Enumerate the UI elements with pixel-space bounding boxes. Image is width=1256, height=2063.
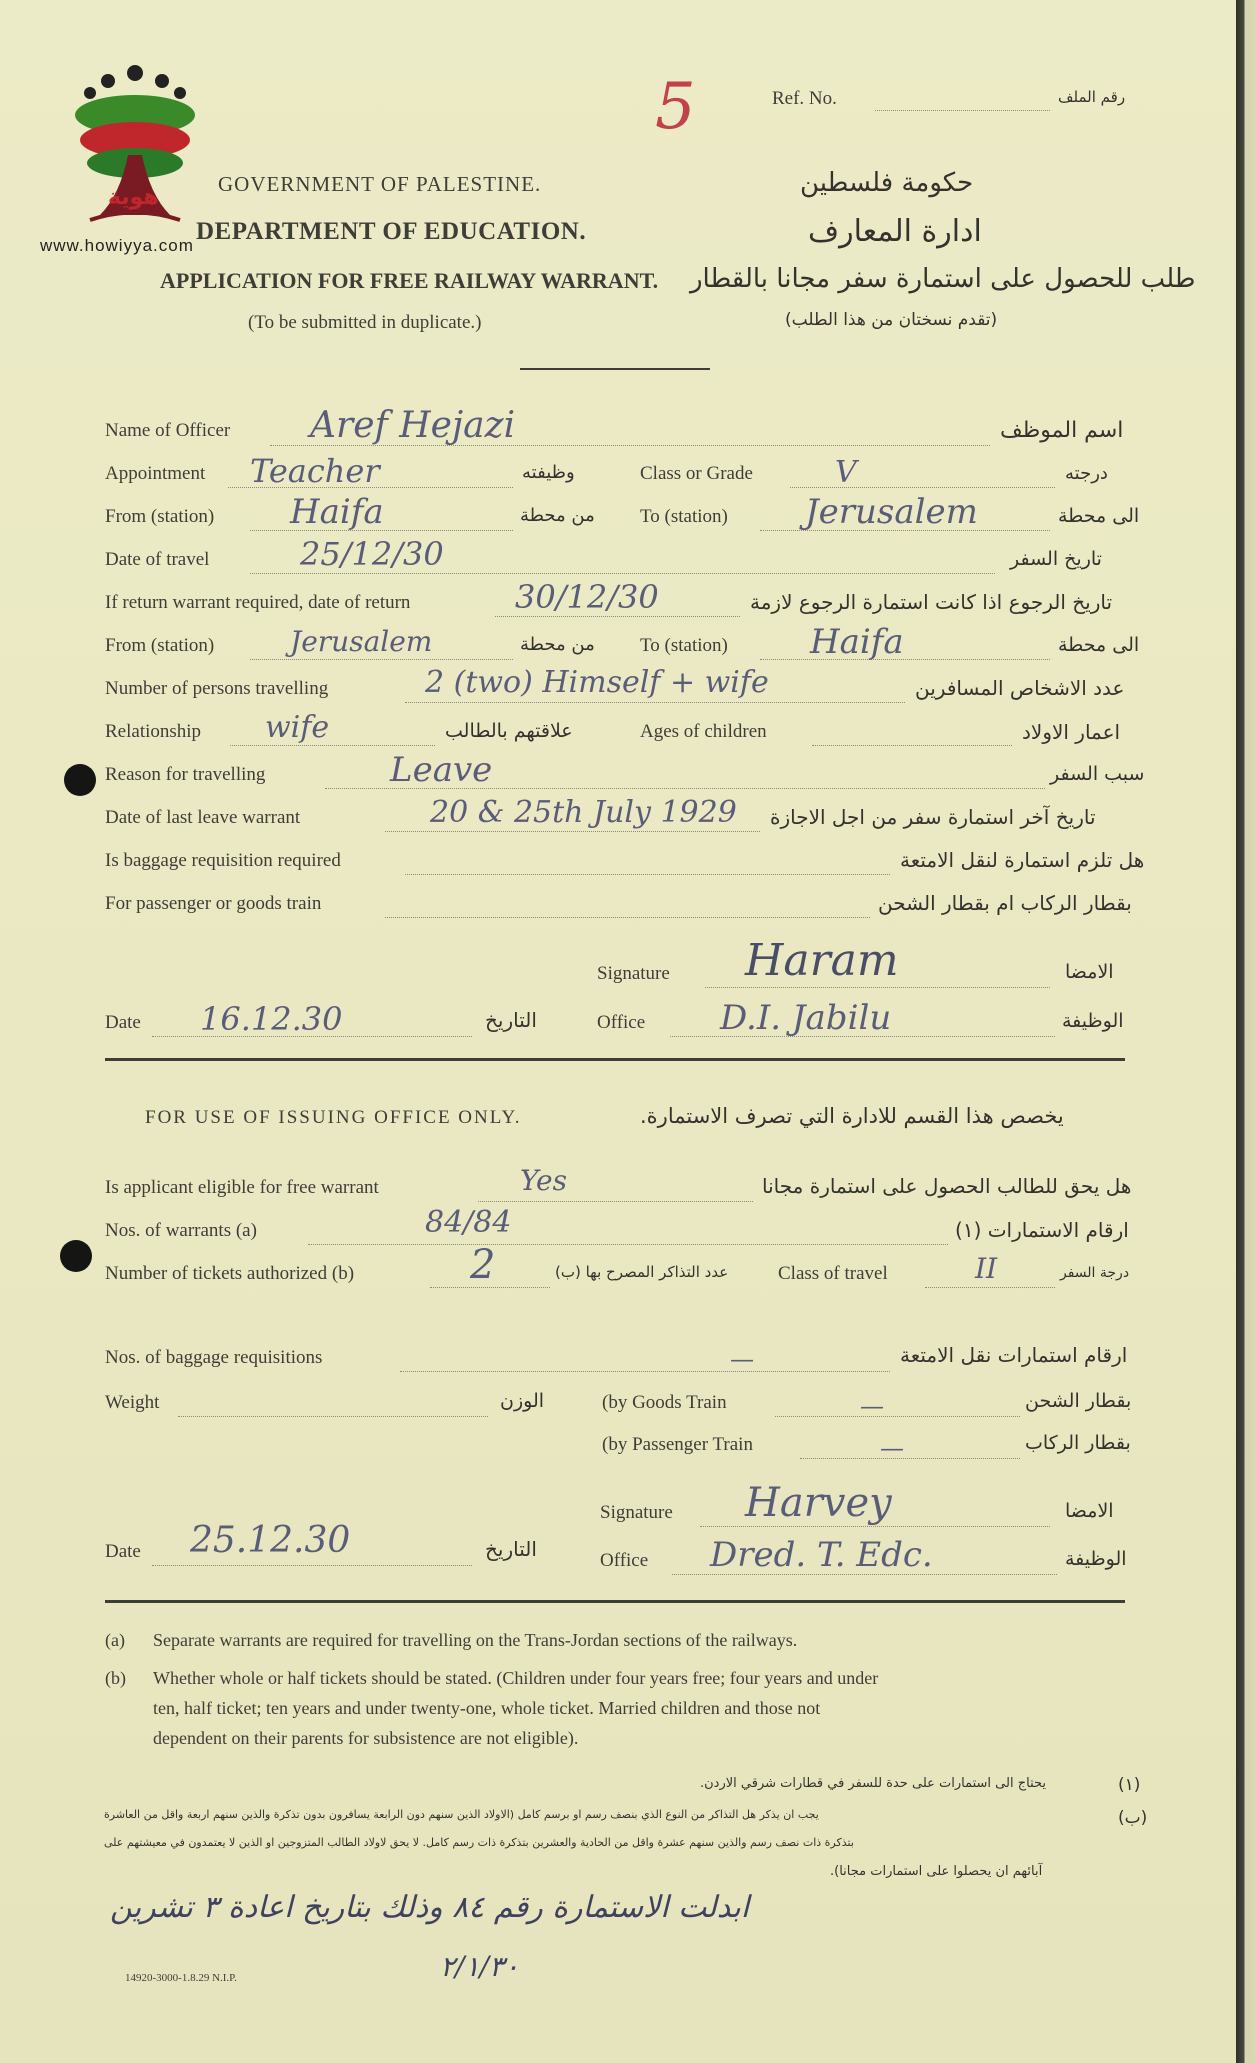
last-leave-value: 20 & 25th July 1929 bbox=[430, 795, 737, 830]
note-ar-b-line3: آبائهم ان يحصلوا على استمارات مجانا). bbox=[830, 1864, 1043, 1879]
ref-line bbox=[875, 110, 1050, 111]
note-ar-b-key: (ب) bbox=[1118, 1808, 1148, 1828]
eligible-value: Yes bbox=[520, 1164, 567, 1197]
date-label-ar: التاريخ bbox=[485, 1008, 537, 1032]
header-rule bbox=[520, 368, 710, 370]
class-line bbox=[790, 487, 1055, 488]
issuing-date-line bbox=[152, 1565, 472, 1566]
relationship-value: wife bbox=[265, 710, 330, 745]
punch-hole-bottom bbox=[60, 1240, 92, 1272]
last-leave-label-ar: تاريخ آخر استمارة سفر من اجل الاجازة bbox=[770, 805, 1096, 829]
issuing-signature-label: Signature bbox=[600, 1502, 673, 1523]
application-title-ar: طلب للحصول على استمارة سفر مجانا بالقطار bbox=[690, 264, 1196, 294]
ages-line bbox=[812, 745, 1012, 746]
signature-value: Haram bbox=[745, 935, 899, 986]
howiyya-logo bbox=[60, 55, 210, 235]
to-label: To (station) bbox=[640, 506, 728, 527]
from2-label: From (station) bbox=[105, 635, 215, 656]
to2-value: Haifa bbox=[810, 622, 904, 662]
date-travel-value: 25/12/30 bbox=[300, 535, 444, 573]
name-value: Aref Hejazi bbox=[310, 405, 516, 446]
signature-label: Signature bbox=[597, 963, 670, 984]
relationship-label: Relationship bbox=[105, 721, 202, 742]
application-subtitle: (To be submitted in duplicate.) bbox=[248, 312, 482, 333]
note-b-line2: ten, half ticket; ten years and under twenty-one, whole ticket. Married children and those not bbox=[153, 1698, 821, 1718]
note-ar-b-line1: يجب ان يذكر هل التذاكر من النوع الذي بنصف رسم او برسم كامل (الاولاد الذين سنهم دون الرابعة يسافرون بدون تذكرة والذين سنهم اربعة واقل من العاشرة bbox=[104, 1808, 819, 1821]
date-label: Date bbox=[105, 1012, 141, 1033]
ref-label-ar: رقم الملف bbox=[1058, 88, 1126, 106]
to2-label: To (station) bbox=[640, 635, 728, 656]
page-edge bbox=[1236, 0, 1256, 2063]
last-leave-line bbox=[385, 831, 760, 832]
logo-text: هوية bbox=[108, 185, 159, 210]
issuing-heading: FOR USE OF ISSUING OFFICE ONLY. bbox=[145, 1107, 522, 1128]
logo-site-text: www.howiyya.com bbox=[40, 236, 194, 255]
office-label: Office bbox=[597, 1012, 646, 1033]
reason-label: Reason for travelling bbox=[105, 764, 266, 785]
appointment-label-ar: وظيفته bbox=[522, 462, 575, 483]
page-mark: 5 bbox=[655, 70, 696, 144]
date-travel-label: Date of travel bbox=[105, 549, 210, 570]
weight-line bbox=[178, 1416, 488, 1417]
class-travel-label: Class of travel bbox=[778, 1263, 888, 1284]
date-travel-line bbox=[250, 573, 995, 574]
persons-label-ar: عدد الاشخاص المسافرين bbox=[915, 676, 1125, 700]
eligible-line bbox=[478, 1201, 753, 1202]
ref-label: Ref. No. bbox=[772, 88, 837, 109]
note-ar-b-line2: بتذكرة ذات نصف رسم والذين سنهم عشرة واقل من الحادية والعشرين بتذكرة ذات رسم كامل. لا يحق لاولاد الطالب المتزوجين او الذين لا يعتمدون في معيشتهم على bbox=[104, 1836, 854, 1849]
issuing-date-label-ar: التاريخ bbox=[485, 1537, 537, 1561]
goods-label: (by Goods Train bbox=[602, 1392, 727, 1413]
return-label: If return warrant required, date of return bbox=[105, 592, 411, 613]
baggage-req-label-ar: ارقام استمارات نقل الامتعة bbox=[900, 1343, 1128, 1367]
application-subtitle-ar: (تقدم نسختان من هذا الطلب) bbox=[785, 310, 998, 330]
issuing-date-label: Date bbox=[105, 1541, 141, 1562]
note-b-key: (b) bbox=[105, 1668, 126, 1688]
return-line bbox=[495, 616, 740, 617]
return-label-ar: تاريخ الرجوع اذا كانت استمارة الرجوع لازمة bbox=[750, 590, 1113, 614]
government-title: GOVERNMENT OF PALESTINE. bbox=[218, 172, 542, 196]
signature-line bbox=[705, 987, 1050, 988]
baggage-label: Is baggage requisition required bbox=[105, 850, 341, 871]
name-label: Name of Officer bbox=[105, 420, 231, 441]
note-ar-a-key: (١) bbox=[1118, 1775, 1141, 1795]
class-travel-label-ar: درجة السفر bbox=[1060, 1265, 1130, 1281]
issuing-office-label-ar: الوظيفة bbox=[1065, 1548, 1127, 1570]
passenger-label-ar: بقطار الركاب bbox=[1025, 1432, 1131, 1454]
to2-line bbox=[760, 659, 1050, 660]
date-travel-label-ar: تاريخ السفر bbox=[1010, 548, 1102, 570]
note-a-key: (a) bbox=[105, 1630, 125, 1650]
issuing-signature-label-ar: الامضا bbox=[1065, 1500, 1114, 1522]
department-title-ar: ادارة المعارف bbox=[808, 214, 982, 249]
train-label-ar: بقطار الركاب ام بقطار الشحن bbox=[878, 891, 1132, 915]
ages-label-ar: اعمار الاولاد bbox=[1022, 720, 1121, 744]
warrants-label: Nos. of warrants (a) bbox=[105, 1220, 257, 1241]
punch-hole-top bbox=[64, 764, 96, 796]
goods-label-ar: بقطار الشحن bbox=[1025, 1390, 1132, 1412]
tickets-label-ar: عدد التذاكر المصرح بها (ب) bbox=[555, 1263, 729, 1281]
relationship-label-ar: علاقتهم بالطالب bbox=[445, 720, 573, 742]
class-label-ar: درجته bbox=[1065, 463, 1108, 484]
warrants-line bbox=[308, 1244, 948, 1245]
eligible-label-ar: هل يحق للطالب الحصول على استمارة مجانا bbox=[762, 1174, 1132, 1198]
appointment-value: Teacher bbox=[250, 452, 380, 490]
passenger-value: — bbox=[880, 1434, 904, 1462]
tickets-value: 2 bbox=[470, 1242, 496, 1288]
from2-line bbox=[250, 659, 513, 660]
name-label-ar: اسم الموظف bbox=[1000, 418, 1124, 443]
passenger-label: (by Passenger Train bbox=[602, 1434, 753, 1455]
note-a-text: Separate warrants are required for travelling on the Trans-Jordan sections of the railways. bbox=[153, 1630, 798, 1650]
issuing-signature-line bbox=[700, 1526, 1050, 1527]
class-travel-value: II bbox=[975, 1252, 998, 1285]
baggage-label-ar: هل تلزم استمارة لنقل الامتعة bbox=[900, 848, 1145, 872]
note-b-line3: dependent on their parents for subsistence are not eligible). bbox=[153, 1728, 579, 1748]
application-title: APPLICATION FOR FREE RAILWAY WARRANT. bbox=[160, 268, 659, 293]
note-b-line1: Whether whole or half tickets should be stated. (Children under four years free; four years and under bbox=[153, 1668, 879, 1688]
warrants-label-ar: ارقام الاستمارات (١) bbox=[955, 1218, 1129, 1242]
from-label-ar: من محطة bbox=[520, 505, 595, 526]
class-label: Class or Grade bbox=[640, 463, 753, 484]
reason-label-ar: سبب السفر bbox=[1050, 763, 1145, 785]
issuing-signature-value: Harvey bbox=[745, 1480, 892, 1526]
reason-value: Leave bbox=[390, 750, 493, 790]
issuing-office-value: Dred. T. Edc. bbox=[710, 1535, 933, 1575]
goods-line bbox=[775, 1416, 1020, 1417]
class-value: V bbox=[835, 455, 857, 490]
to2-label-ar: الى محطة bbox=[1058, 634, 1140, 656]
persons-value: 2 (two) Himself + wife bbox=[425, 665, 769, 700]
eligible-label: Is applicant eligible for free warrant bbox=[105, 1177, 379, 1198]
baggage-req-label: Nos. of baggage requisitions bbox=[105, 1347, 323, 1368]
goods-value: — bbox=[860, 1392, 884, 1420]
office-value: D.I. Jabilu bbox=[720, 998, 892, 1038]
from-label: From (station) bbox=[105, 506, 215, 527]
to-value: Jerusalem bbox=[805, 492, 978, 532]
train-label: For passenger or goods train bbox=[105, 893, 322, 914]
appointment-label: Appointment bbox=[105, 463, 206, 484]
government-title-ar: حكومة فلسطين bbox=[800, 168, 974, 198]
weight-label-ar: الوزن bbox=[500, 1390, 545, 1412]
relationship-line bbox=[230, 745, 435, 746]
warrants-value: 84/84 bbox=[425, 1205, 512, 1240]
persons-line bbox=[405, 702, 905, 703]
baggage-req-value: — bbox=[730, 1345, 754, 1373]
tickets-label: Number of tickets authorized (b) bbox=[105, 1263, 355, 1284]
handwritten-note: ابدلت الاستمارة رقم ٨٤ وذلك بتاريخ اعادة ٣ تشرين bbox=[110, 1890, 750, 1925]
ages-label: Ages of children bbox=[640, 721, 767, 742]
return-value: 30/12/30 bbox=[515, 578, 659, 616]
weight-label: Weight bbox=[105, 1392, 160, 1413]
signature-label-ar: الامضا bbox=[1065, 961, 1114, 983]
print-code: 14920-3000-1.8.29 N.I.P. bbox=[125, 1972, 237, 1984]
train-line bbox=[385, 917, 870, 918]
passenger-line bbox=[800, 1458, 1020, 1459]
issuing-date-value: 25.12.30 bbox=[190, 1520, 351, 1561]
baggage-req-line bbox=[400, 1371, 890, 1372]
note-ar-a-text: يحتاج الى استمارات على حدة للسفر في قطارات شرقي الاردن. bbox=[700, 1776, 1046, 1791]
issuing-heading-ar: يخصص هذا القسم للادارة التي تصرف الاستمارة. bbox=[640, 1104, 1064, 1128]
from2-label-ar: من محطة bbox=[520, 634, 595, 655]
section-rule bbox=[105, 1058, 1125, 1061]
class-travel-line bbox=[925, 1287, 1055, 1288]
office-label-ar: الوظيفة bbox=[1062, 1010, 1124, 1032]
baggage-line bbox=[405, 874, 890, 875]
from2-value: Jerusalem bbox=[290, 625, 433, 658]
date-value: 16.12.30 bbox=[200, 1000, 343, 1038]
from-value: Haifa bbox=[290, 492, 384, 532]
notes-rule bbox=[105, 1600, 1125, 1603]
department-title: DEPARTMENT OF EDUCATION. bbox=[196, 218, 587, 245]
issuing-office-label: Office bbox=[600, 1550, 649, 1571]
last-leave-label: Date of last leave warrant bbox=[105, 807, 301, 828]
handwritten-date: ٢/١/٣٠ bbox=[440, 1950, 520, 1983]
to-label-ar: الى محطة bbox=[1058, 505, 1140, 527]
persons-label: Number of persons travelling bbox=[105, 678, 329, 699]
